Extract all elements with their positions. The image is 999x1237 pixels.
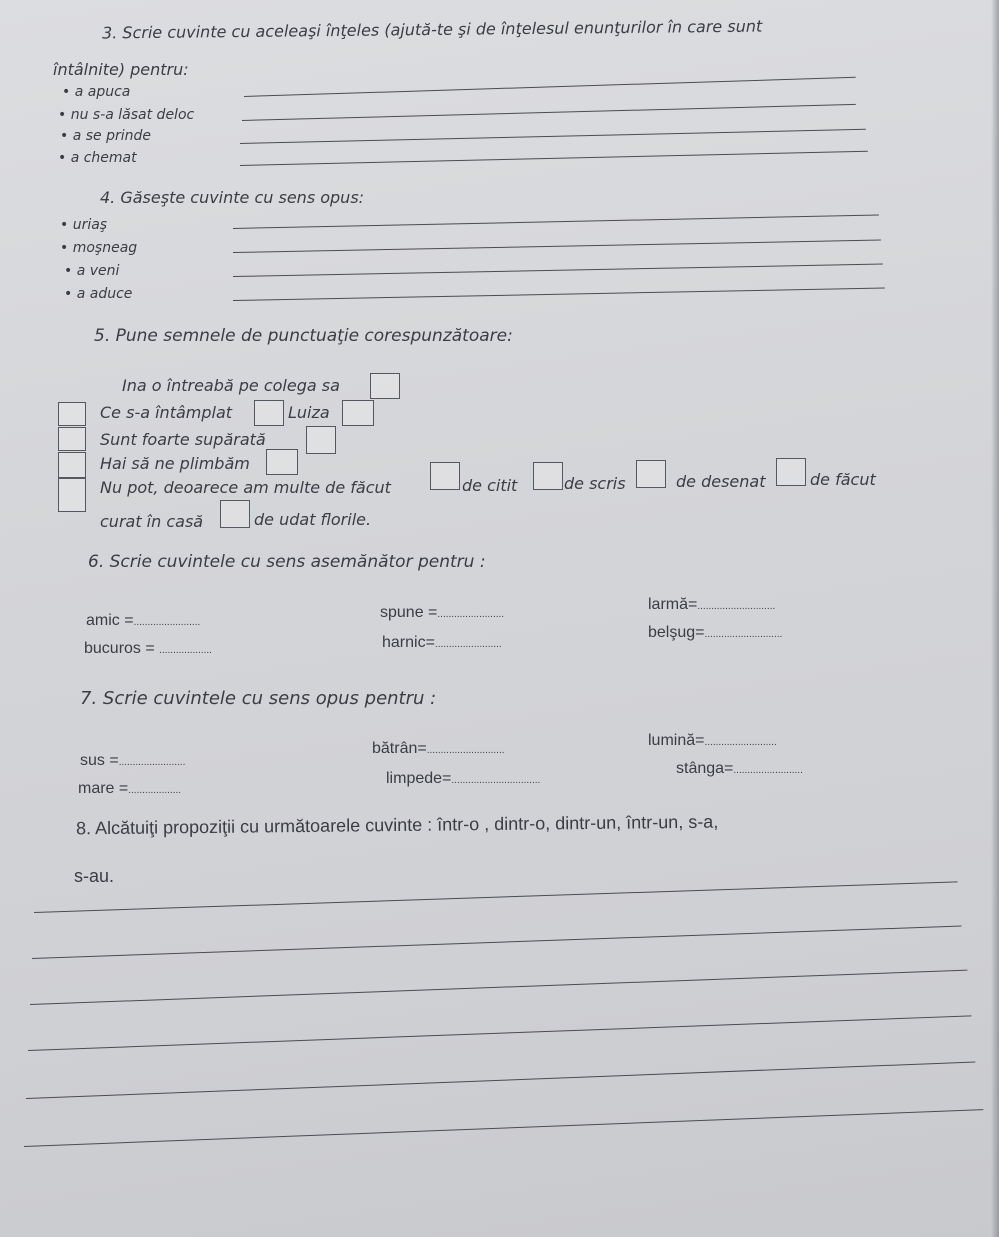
punctuation-box[interactable] — [254, 400, 284, 426]
ex6-harnic: harnic=........................ — [382, 634, 502, 651]
ex7-sus: sus =........................ — [80, 752, 186, 769]
ex4-item-1: • uriaş — [60, 217, 108, 233]
punctuation-box[interactable] — [776, 458, 806, 486]
ex7-limpede: limpede=................................ — [386, 770, 541, 787]
ex5-line2-text: Ce s-a întâmplat — [100, 403, 233, 422]
answer-line — [233, 240, 881, 253]
ex5-line5-a: Nu pot, deoarece am multe de făcut — [100, 478, 391, 497]
answer-line — [240, 129, 866, 144]
answer-line — [233, 287, 885, 301]
ex6-bucuros: bucuros = ................... — [84, 640, 212, 657]
sentence-line — [32, 926, 961, 959]
ex4-title: 4. Găseşte cuvinte cu sens opus: — [100, 188, 365, 207]
page-edge-shadow — [991, 0, 999, 1237]
ex5-line5-b: de citit — [462, 476, 518, 495]
ex5-line3: Sunt foarte supărată — [100, 430, 266, 449]
ex5-title: 5. Pune semnele de punctuaţie corespunzătoare: — [94, 326, 513, 346]
punctuation-box[interactable] — [266, 449, 298, 475]
dash-box[interactable] — [58, 427, 86, 451]
punctuation-box[interactable] — [636, 460, 666, 488]
sentence-line — [30, 970, 967, 1005]
answer-line — [240, 151, 868, 166]
ex5-line2-name: Luiza — [288, 403, 330, 422]
ex4-item-4: • a aduce — [64, 286, 133, 302]
punctuation-box[interactable] — [430, 462, 460, 490]
ex3-title-line2: întâlnite) pentru: — [53, 60, 189, 79]
answer-line — [242, 104, 856, 121]
ex5-line6-b: de udat florile. — [254, 510, 372, 529]
ex7-stanga: stânga=......................... — [676, 760, 803, 777]
ex3-item-2: • nu s-a lăsat deloc — [58, 107, 195, 123]
punctuation-box[interactable] — [342, 400, 374, 426]
ex5-line5-e: de făcut — [810, 470, 876, 489]
ex8-title: 8. Alcătuiţi propoziţii cu următoarele cuvinte : într-o , dintr-o, dintr-un, într-un, s-a, — [75, 811, 719, 839]
ex6-belsug: belşug=............................ — [648, 624, 783, 641]
ex7-batran: bătrân=............................ — [372, 740, 505, 757]
ex3-item-3: • a se prinde — [60, 128, 151, 144]
dash-box[interactable] — [58, 452, 86, 478]
punctuation-box[interactable] — [220, 500, 250, 528]
ex6-title: 6. Scrie cuvintele cu sens asemănător pentru : — [88, 552, 486, 572]
ex5-line5-d: de desenat — [676, 472, 766, 491]
ex6-larma: larmă=............................ — [648, 596, 776, 613]
ex7-title: 7. Scrie cuvintele cu sens opus pentru : — [80, 688, 437, 709]
ex5-line4: Hai să ne plimbăm — [100, 454, 250, 473]
ex3-item-1: • a apuca — [62, 84, 131, 100]
sentence-line — [34, 881, 958, 913]
sentence-line — [28, 1015, 971, 1051]
punctuation-box[interactable] — [370, 373, 400, 399]
ex5-line1: Ina o întreabă pe colega sa — [122, 376, 340, 395]
punctuation-box[interactable] — [533, 462, 563, 490]
ex6-spune: spune =........................ — [380, 604, 505, 621]
dash-box[interactable] — [58, 478, 86, 512]
ex4-item-3: • a veni — [64, 263, 120, 279]
ex7-lumina: lumină=.......................... — [648, 732, 777, 749]
dash-box[interactable] — [58, 402, 86, 426]
ex8-title-line2: s-au. — [74, 866, 115, 886]
punctuation-box[interactable] — [306, 426, 336, 454]
ex5-line6-a: curat în casă — [100, 512, 204, 531]
answer-line — [233, 264, 883, 277]
ex6-amic: amic =........................ — [86, 612, 201, 629]
ex3-title-line1: 3. Scrie cuvinte cu aceleaşi înţeles (ajută-te şi de înţelesul enunţurilor în care sunt — [101, 16, 763, 43]
ex3-item-4: • a chemat — [58, 150, 137, 166]
sentence-line — [26, 1062, 975, 1099]
answer-line — [244, 77, 856, 97]
answer-line — [233, 214, 879, 229]
sentence-line — [24, 1109, 983, 1147]
ex4-item-2: • moşneag — [60, 240, 138, 256]
ex5-line5-c: de scris — [564, 474, 626, 493]
ex7-mare: mare =................... — [78, 780, 182, 797]
